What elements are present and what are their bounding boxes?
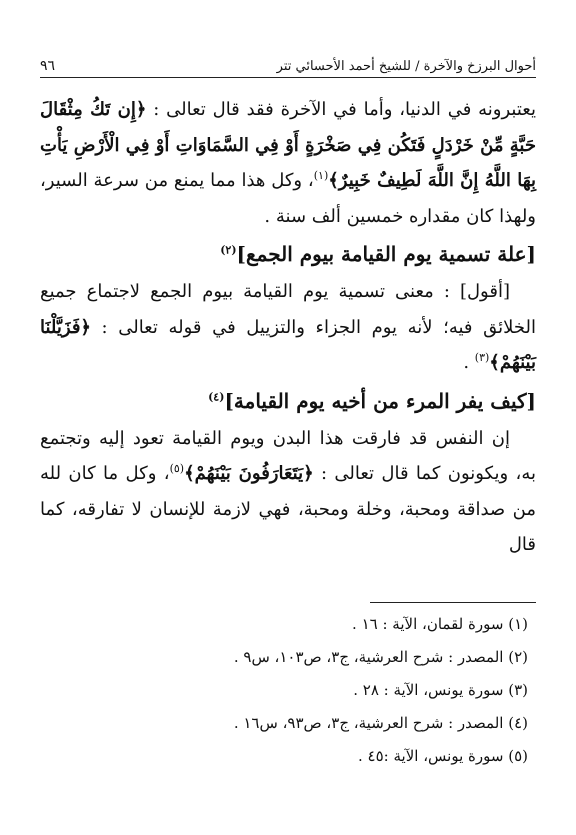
paragraph-3: [40, 421, 536, 563]
running-title: أحوال البرزخ والآخرة / للشيخ أحمد الأحسائي تتر: [276, 59, 536, 74]
footnote-item: (٣) سورة يونس، الآية : ٢٨ .: [353, 681, 528, 699]
footnotes: [40, 608, 536, 773]
quran-verse-luqman: ﴿إِن تَكُ مِثْقَالَ حَبَّةٍ مِّنْ خَرْدَلٍ فَتَكُن فِي صَخْرَةٍ أَوْ فِي السَّمَاوَاتِ أَوْ فِي الْأَرْضِ يَأْتِ بِهَا اللَّهُ إِنَّ اللَّهَ لَطِيفٌ خَبِيرٌ﴾: [40, 99, 536, 191]
paragraph-1: [40, 92, 536, 234]
main-text: [40, 92, 536, 563]
heading-1-text: [علة تسمية يوم القيامة بيوم الجمع]: [236, 242, 536, 266]
footnote-item: (٤) المصدر : شرح العرشية، ج٣، ص٩٣، س١٦ .: [233, 714, 528, 732]
paragraph-2: [40, 274, 536, 381]
running-header: [40, 58, 536, 78]
footnote-item: (١) سورة لقمان، الآية : ١٦ .: [352, 615, 528, 633]
footnote-ref-1[interactable]: (١): [313, 169, 329, 182]
footnote-ref-2[interactable]: (٢): [220, 243, 237, 257]
paragraph-2-text-b: .: [463, 352, 475, 373]
paragraph-1-text-b: ، وكل هذا مما يمنع من سرعة السير، ولهذا كان مقداره خمسين ألف سنة .: [40, 170, 536, 227]
paragraph-3-text-a: إن النفس قد فارقت هذا البدن ويوم القيامة تعود إليه وتجتمع به، ويكونون كما قال تعالى :: [40, 427, 537, 484]
paragraph-2-text-a: [أقول] : معنى تسمية يوم القيامة بيوم الجمع لاجتماع جميع الخلائق فيه؛ لأنه يوم الجزاء والتزييل في قوله تعالى :: [40, 281, 536, 338]
heading-2-text: [كيف يفر المرء من أخيه يوم القيامة]: [224, 388, 536, 413]
footnote-item: (٥) سورة يونس، الآية :٤٥ .: [358, 747, 528, 765]
footnote-ref-3[interactable]: (٣): [474, 351, 490, 364]
paragraph-3-text-b: ، وكل ما كان لله من صداقة ومحبة، وخلة ومحبة، فهي لازمة للإنسان لا تفارقه، كما قال: [40, 463, 536, 555]
page-number: ٩٦: [40, 58, 56, 74]
quran-verse-yunus-28: ﴿فَزَيَّلْنَا بَيْنَهُمْ﴾: [40, 316, 536, 373]
footnote-ref-5[interactable]: (٥): [169, 462, 185, 475]
footnote-separator: [370, 602, 536, 603]
footnote-item: (٢) المصدر : شرح العرشية، ج٣، ص١٠٣، س٩ .: [233, 648, 528, 666]
footnote-ref-4[interactable]: (٤): [208, 389, 225, 403]
quran-verse-yunus-45: ﴿يَتَعَارَفُونَ بَيْنَهُمْ﴾: [184, 463, 314, 484]
section-heading-fleeing-brother: [40, 381, 536, 421]
paragraph-1-text-a: يعتبرونه في الدنيا، وأما في الآخرة فقد قال تعالى :: [146, 99, 536, 120]
section-heading-day-of-gathering: [40, 234, 536, 274]
